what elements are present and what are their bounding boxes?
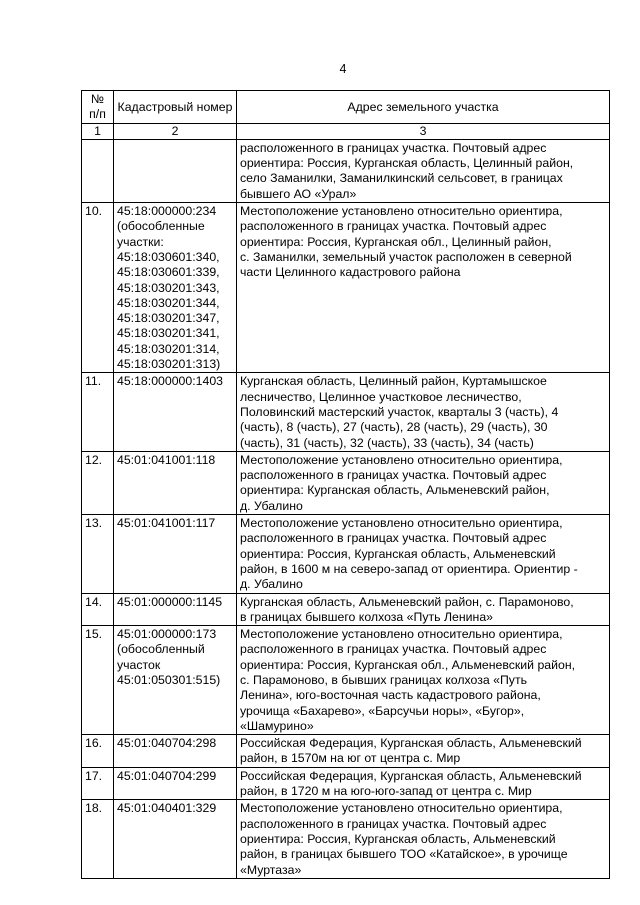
cadastral-number-line: 45:18:030201:341, bbox=[117, 326, 220, 341]
cadastral-number-line: участки: bbox=[117, 234, 164, 249]
row-number: 14. bbox=[82, 593, 114, 626]
address-cell bbox=[237, 451, 610, 514]
address-cell bbox=[237, 767, 610, 800]
address-cell bbox=[237, 139, 610, 202]
address-line: ориентира: Россия, Курганская обл., Целинный район, bbox=[240, 234, 552, 249]
address-line: Местоположение установлено относительно ориентира, bbox=[240, 516, 563, 531]
row-number: 10. bbox=[82, 203, 114, 373]
header-row bbox=[82, 91, 610, 124]
cadastral-number-cell bbox=[114, 800, 237, 878]
table-row bbox=[82, 735, 610, 768]
row-number: 13. bbox=[82, 515, 114, 593]
cadastral-number-cell bbox=[114, 767, 237, 800]
cadastral-number-line: 45:01:000000:1145 bbox=[117, 594, 223, 609]
cadastral-number-line: 45:18:030601:340, bbox=[117, 249, 220, 264]
address-line: с. Парамоново, в бывших границах колхоза «Путь bbox=[240, 672, 527, 687]
cadastral-number-cell bbox=[114, 515, 237, 593]
address-cell bbox=[237, 203, 610, 373]
cadastral-number-line: 45:18:030201:313) bbox=[117, 357, 221, 372]
row-number: 16. bbox=[82, 735, 114, 768]
cadastral-number-cell bbox=[114, 139, 237, 202]
address-line: ориентира: Россия, Курганская область, Альменевский bbox=[240, 831, 556, 846]
address-cell bbox=[237, 515, 610, 593]
table-row bbox=[82, 373, 610, 451]
table-row bbox=[82, 626, 610, 735]
cadastral-number-cell bbox=[114, 451, 237, 514]
address-line: расположенного в границах участка. Почтовый адрес bbox=[240, 642, 547, 657]
row-number: 11. bbox=[82, 373, 114, 451]
address-line: (часть), 8 (часть), 27 (часть), 28 (часть), 29 (часть), 30 bbox=[240, 420, 548, 435]
row-number: 12. bbox=[82, 451, 114, 514]
cadastral-number-cell bbox=[114, 203, 237, 373]
address-line: Курганская область, Альменевский район, с. Парамоново, bbox=[240, 594, 574, 609]
address-line: Местоположение установлено относительно ориентира, bbox=[240, 452, 563, 467]
cadastral-number-cell bbox=[114, 735, 237, 768]
column-index-1: 1 bbox=[82, 123, 114, 139]
row-number: 18. bbox=[82, 800, 114, 878]
address-line: «Муртаза» bbox=[240, 862, 302, 877]
header-num: № п/п bbox=[82, 91, 114, 124]
land-plot-table bbox=[81, 90, 610, 879]
table-row bbox=[82, 203, 610, 373]
address-line: с. Заманилки, земельный участок расположен в северной bbox=[240, 249, 572, 264]
address-line: д. Убалино bbox=[240, 498, 303, 513]
address-line: район, в 1570м на юг от центра с. Мир bbox=[240, 751, 461, 766]
address-cell bbox=[237, 593, 610, 626]
address-line: Местоположение установлено относительно ориентира, bbox=[240, 801, 563, 816]
address-line: в границах бывшего колхоза «Путь Ленина» bbox=[240, 609, 493, 624]
address-line: ориентира: Россия, Курганская область, Целинный район, bbox=[240, 156, 574, 171]
address-line: расположенного в границах участка. Почтовый адрес bbox=[240, 219, 547, 234]
cadastral-number-line: 45:01:041001:118 bbox=[117, 452, 216, 467]
header-cadastral: Кадастровый номер bbox=[114, 91, 237, 124]
cadastral-number-line: 45:18:000000:1403 bbox=[117, 374, 223, 389]
address-line: бывшего АО «Урал» bbox=[240, 186, 357, 201]
address-line: Российская Федерация, Курганская область, Альменевский bbox=[240, 736, 582, 751]
cadastral-number-line: 45:18:030601:339, bbox=[117, 265, 220, 280]
table-body bbox=[82, 139, 610, 878]
table-row bbox=[82, 515, 610, 593]
address-line: Курганская область, Целинный район, Куртамышское bbox=[240, 374, 547, 389]
address-line: расположенного в границах участка. Почтовый адрес bbox=[240, 140, 547, 155]
address-line: Местоположение установлено относительно ориентира, bbox=[240, 204, 563, 219]
cadastral-number-cell bbox=[114, 593, 237, 626]
row-number bbox=[82, 139, 114, 202]
address-line: урочища «Бахарево», «Барсучьи норы», «Бугор», bbox=[240, 703, 525, 718]
address-line: район, в 1600 м на северо-запад от ориентира. Ориентир - bbox=[240, 561, 578, 576]
table-header bbox=[82, 91, 610, 140]
row-number: 17. bbox=[82, 767, 114, 800]
column-index-row bbox=[82, 123, 610, 139]
table-row bbox=[82, 139, 610, 202]
address-line: Российская Федерация, Курганская область, Альменевский bbox=[240, 768, 582, 783]
table-row bbox=[82, 593, 610, 626]
table-row bbox=[82, 800, 610, 878]
cadastral-number-line: 45:18:000000:234 bbox=[117, 204, 217, 219]
address-line: район, в 1720 м на юго-юго-запад от центра с. Мир bbox=[240, 784, 532, 799]
address-line: части Целинного кадастрового района bbox=[240, 265, 461, 280]
address-line: ориентира: Россия, Курганская обл., Альменевский район, bbox=[240, 657, 576, 672]
cadastral-number-line: участок bbox=[117, 657, 161, 672]
cadastral-number-line: 45:18:030201:343, bbox=[117, 280, 220, 295]
address-line: Ленина», юго-восточная часть кадастрового района, bbox=[240, 688, 541, 703]
page-number: 4 bbox=[339, 62, 347, 76]
address-cell bbox=[237, 800, 610, 878]
header-address: Адрес земельного участка bbox=[237, 91, 610, 124]
address-line: лесничество, Целинное участковое лесничество, bbox=[240, 389, 522, 404]
cadastral-number-line: 45:18:030201:314, bbox=[117, 341, 220, 356]
cadastral-number-line: 45:01:040401:329 bbox=[117, 801, 217, 816]
cadastral-number-line: (обособленный bbox=[117, 642, 205, 657]
address-line: район, в границах бывшего ТОО «Катайское», в урочище bbox=[240, 847, 568, 862]
address-line: расположенного в границах участка. Почтовый адрес bbox=[240, 468, 547, 483]
address-line: расположенного в границах участка. Почтовый адрес bbox=[240, 816, 547, 831]
cadastral-number-line: 45:01:000000:173 bbox=[117, 627, 217, 642]
row-number: 15. bbox=[82, 626, 114, 735]
cadastral-number-line: 45:01:040704:299 bbox=[117, 768, 217, 783]
cadastral-number-line: 45:18:030201:344, bbox=[117, 295, 220, 310]
column-index-2: 2 bbox=[114, 123, 237, 139]
cadastral-number-line: (обособленные bbox=[117, 219, 205, 234]
table-row bbox=[82, 767, 610, 800]
cadastral-number-line: 45:18:030201:347, bbox=[117, 311, 220, 326]
address-line: село Заманилки, Заманилкинский сельсовет, в границах bbox=[240, 171, 563, 186]
address-line: расположенного в границах участка. Почтовый адрес bbox=[240, 531, 547, 546]
address-cell bbox=[237, 373, 610, 451]
address-line: Половинский мастерский участок, кварталы 3 (часть), 4 bbox=[240, 404, 559, 419]
cadastral-number-line: 45:01:041001:117 bbox=[117, 516, 216, 531]
table-row bbox=[82, 451, 610, 514]
address-line: ориентира: Россия, Курганская область, Альменевский bbox=[240, 546, 556, 561]
cadastral-number-cell bbox=[114, 373, 237, 451]
address-cell bbox=[237, 626, 610, 735]
cadastral-number-cell bbox=[114, 626, 237, 735]
address-line: «Шамурино» bbox=[240, 718, 314, 733]
cadastral-number-line: 45:01:050301:515) bbox=[117, 672, 221, 687]
address-line: Местоположение установлено относительно ориентира, bbox=[240, 627, 563, 642]
column-index-3: 3 bbox=[237, 123, 610, 139]
cadastral-number-line: 45:01:040704:298 bbox=[117, 736, 217, 751]
address-line: ориентира: Курганская область, Альменевский район, bbox=[240, 483, 550, 498]
address-cell bbox=[237, 735, 610, 768]
address-line: д. Убалино bbox=[240, 577, 303, 592]
address-line: (часть), 31 (часть), 32 (часть), 33 (часть), 34 (часть) bbox=[240, 435, 534, 450]
